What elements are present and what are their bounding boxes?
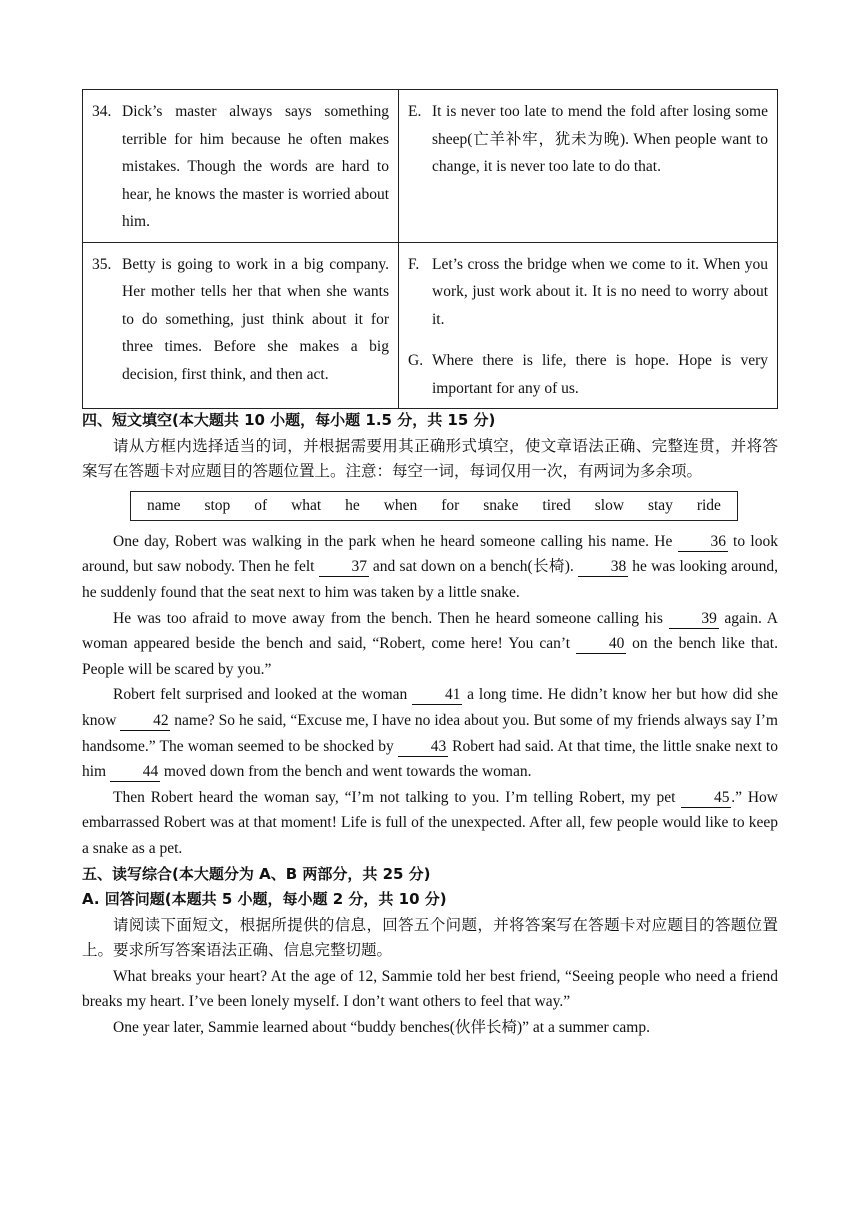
passage-text: One day, Robert was walking in the park when he heard someone calling his name. He bbox=[113, 532, 678, 550]
passage-text: he was looking around, he suddenly found that the seat next to him was taken by a little snake. bbox=[82, 558, 778, 601]
passage-paragraph-1 bbox=[82, 529, 778, 606]
blank-38: 38 bbox=[578, 558, 628, 577]
word-bank-item: slow bbox=[594, 496, 625, 514]
word-bank-item: what bbox=[291, 496, 322, 514]
section-4-title: 四、短文填空(本大题共 10 小题，每小题 1.5 分，共 15 分) bbox=[82, 411, 496, 429]
passage-text: moved down from the bench and went towards the woman. bbox=[160, 763, 532, 781]
word-bank-item: he bbox=[345, 496, 360, 514]
option-item-f bbox=[408, 251, 768, 334]
passage-paragraph-4 bbox=[82, 785, 778, 862]
word-bank-item: stop bbox=[204, 496, 231, 514]
passage-text: Then Robert heard the woman say, “I’m not talking to you. I’m telling Robert, my pet bbox=[113, 788, 682, 806]
blank-36: 36 bbox=[678, 533, 728, 552]
passage-paragraph-2 bbox=[82, 606, 778, 683]
table-row bbox=[83, 90, 778, 243]
word-bank-item: stay bbox=[647, 496, 673, 514]
option-letter: G. bbox=[408, 352, 424, 369]
blank-42: 42 bbox=[120, 712, 170, 731]
question-text: Betty is going to work in a big company. Her mother tells her that when she wants to do something, just think about it for three times. Before she makes a big decision, first think, and then act. bbox=[122, 255, 389, 383]
passage-text: Robert had said. At that time, the little snake next to him bbox=[82, 737, 778, 781]
blank-37: 37 bbox=[319, 558, 369, 577]
word-bank-item: when bbox=[383, 496, 418, 514]
word-bank-item: snake bbox=[483, 496, 519, 514]
blank-41: 41 bbox=[412, 686, 462, 705]
option-letter: E. bbox=[408, 103, 422, 120]
passage-text: a long time. He didn’t know her but how did she know bbox=[82, 686, 778, 729]
blank-40: 40 bbox=[576, 635, 626, 654]
blank-45: 45 bbox=[681, 789, 731, 808]
option-item-g bbox=[408, 347, 768, 402]
matching-table bbox=[82, 89, 778, 409]
question-item-34 bbox=[92, 98, 389, 236]
blank-39: 39 bbox=[669, 610, 719, 629]
question-cell bbox=[83, 242, 399, 409]
blank-43: 43 bbox=[398, 738, 448, 757]
section-5a-title: A. 回答问题(本题共 5 小题，每小题 2 分，共 10 分) bbox=[82, 890, 447, 909]
passage-text: and sat down on a bench(长椅). bbox=[368, 558, 579, 576]
passage-text: again. A woman appeared beside the bench and said, “Robert, come here! You can’t bbox=[82, 609, 778, 653]
word-bank-item: tired bbox=[542, 496, 571, 514]
passage-text: to look around, but saw nobody. Then he felt bbox=[82, 532, 778, 576]
word-bank-item: name bbox=[146, 496, 181, 514]
question-number: 34. bbox=[92, 103, 112, 120]
blank-44: 44 bbox=[110, 763, 160, 782]
question-text: Dick’s master always says something terrible for him because he often makes mistakes. Though the words are hard to hear, he knows the master is worried about him. bbox=[122, 103, 389, 230]
spacer bbox=[408, 333, 768, 347]
option-item-e bbox=[408, 98, 768, 181]
reading-paragraph-2: One year later, Sammie learned about “buddy benches(伙伴长椅)” at a summer camp. bbox=[113, 1019, 650, 1037]
table-row bbox=[83, 242, 778, 409]
option-letter: F. bbox=[408, 255, 420, 273]
reading-paragraph-1: What breaks your heart? At the age of 12, Sammie told her best friend, “Seeing people who need a friend breaks my heart. I’ve been lonely myself. I don’t want others to feel that way.” bbox=[82, 967, 778, 1011]
option-text: Where there is life, there is hope. Hope is very important for any of us. bbox=[432, 352, 768, 397]
word-bank bbox=[130, 491, 738, 521]
passage-text: name? So he said, “Excuse me, I have no idea about you. But some of my friends always say I’m handsome.” The woman seemed to be shocked by bbox=[82, 711, 778, 755]
word-bank-item: ride bbox=[696, 496, 721, 514]
option-cell bbox=[399, 242, 778, 409]
section-5-title: 五、读写综合(本大题分为 A、B 两部分，共 25 分) bbox=[82, 864, 431, 883]
passage-text: He was too afraid to move away from the bench. Then he heard someone calling his bbox=[113, 609, 669, 627]
passage-text: .” How embarrassed Robert was at that moment! Life is full of the unexpected. After all, few people would like to keep a snake as a pet. bbox=[82, 788, 778, 857]
question-cell bbox=[83, 90, 399, 243]
passage-text: on the bench like that. People will be scared by you.” bbox=[82, 635, 778, 678]
option-text: It is never too late to mend the fold after losing some sheep(亡羊补牢，犹未为晚). When people want to change, it is never too late to do that. bbox=[432, 103, 768, 175]
passage-paragraph-3 bbox=[82, 682, 778, 784]
option-text: Let’s cross the bridge when we come to it. When you work, just work about it. It is no need to worry about it. bbox=[432, 255, 768, 328]
question-number: 35. bbox=[92, 255, 112, 273]
question-item-35 bbox=[92, 251, 389, 389]
section-5-instructions: 请阅读下面短文，根据所提供的信息，回答五个问题，并将答案写在答题卡对应题目的答题位置上。要求所写答案语法正确、信息完整切题。 bbox=[82, 915, 778, 960]
passage-text: Robert felt surprised and looked at the woman bbox=[113, 686, 413, 704]
word-bank-item: for bbox=[441, 496, 460, 514]
word-bank-item: of bbox=[254, 496, 268, 514]
option-cell bbox=[399, 90, 778, 243]
content-area bbox=[82, 408, 778, 1041]
section-4-instructions: 请从方框内选择适当的词，并根据需要用其正确形式填空，使文章语法正确、完整连贯，并将答案写在答题卡对应题目的答题位置上。注意：每空一词，每词仅用一次，有两词为多余项。 bbox=[82, 436, 778, 481]
